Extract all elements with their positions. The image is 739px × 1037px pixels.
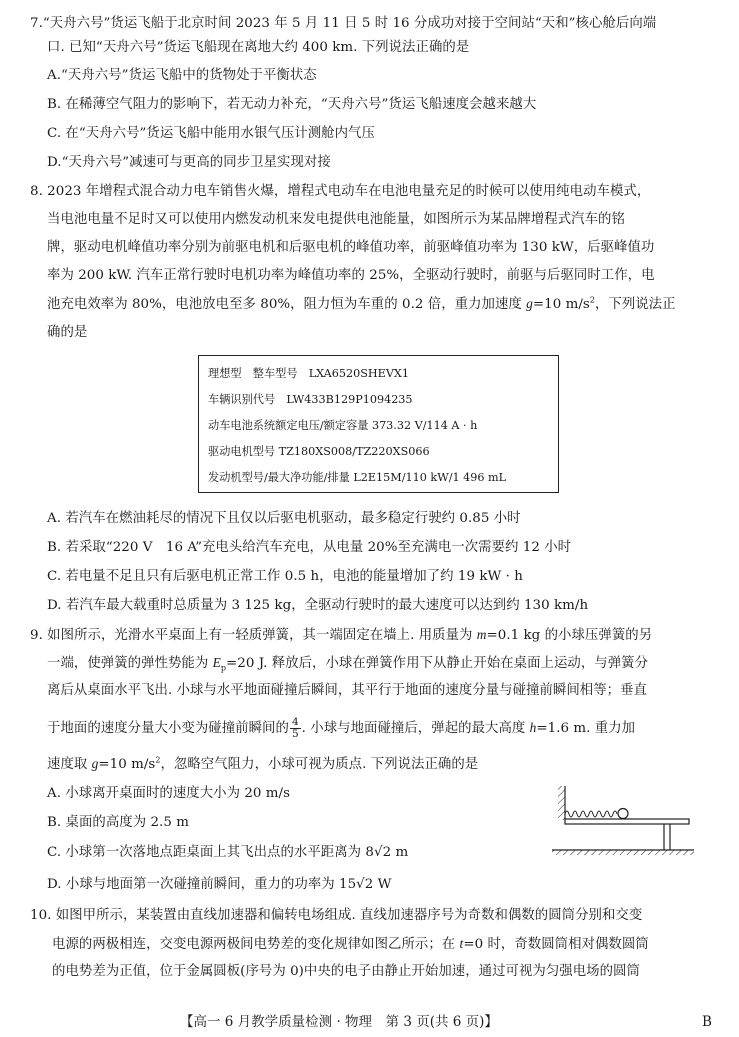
q8-stem-line-3: 牌，驱动电机峰值功率分别为前驱电机和后驱电机的峰值功率，前驱峰值功率为 130 kW，后驱峰值功 <box>47 240 655 255</box>
q9-option-b: B. 桌面的高度为 2.5 m <box>47 815 189 830</box>
version-mark: B <box>702 1014 712 1030</box>
q9-l1a: 9. 如图所示，光滑水平桌面上有一轻质弹簧，其一端固定在墙上. 用质量为 <box>30 628 477 643</box>
exponent: 2 <box>589 295 595 305</box>
q7-stem-line-2: 口. 已知“天舟六号”货运飞船现在离地大约 400 km. 下列说法正确的是 <box>47 40 470 55</box>
q9-option-a: A. 小球离开桌面时的速度大小为 20 m/s <box>47 786 291 801</box>
q7-option-a: A.“天舟六号”货运飞船中的货物处于平衡状态 <box>47 68 317 83</box>
symbol-m: m <box>476 627 487 642</box>
plate-line-4: 驱动电机型号 TZ180XS008/TZ220XS066 <box>208 445 430 458</box>
fraction-denominator: 5 <box>291 728 299 740</box>
q10-stem-line-1: 10. 如图甲所示，某装置由直线加速器和偏转电场组成. 直线加速器序号为奇数和偶数的圆筒分别和交变 <box>30 908 643 923</box>
q8-stem-line-1: 8. 2023 年增程式混合动力电车销售火爆，增程式电动车在电池电量充足的时候可以使用纯电动车模式， <box>30 184 651 199</box>
wall-hatch <box>558 786 565 820</box>
q8-option-d: D. 若汽车最大载重时总质量为 3 125 kg，全驱动行驶时的最大速度可以达到约 130 km/h <box>47 598 589 613</box>
fraction-4-5 <box>290 717 301 740</box>
q8-stem-line-4: 率为 200 kW. 汽车正常行驶时电机功率为峰值功率的 25%，全驱动行驶时，前驱与后驱同时工作，电 <box>47 268 655 283</box>
symbol-g: g <box>91 756 99 771</box>
subscript-p: p <box>220 663 226 673</box>
q10-l2a: 电源的两极相连，交变电源两极间电势差的变化规律如图乙所示；在 <box>52 937 460 952</box>
q9-option-d: D. 小球与地面第一次碰撞前瞬间，重力的功率为 15√2 W <box>47 877 392 892</box>
q9-l5a: 速度取 <box>47 757 92 772</box>
q8-option-b: B. 若采取“220 V 16 A”充电头给汽车充电，从电量 20%至充满电一次需要约 12 小时 <box>47 540 572 555</box>
q7-option-c: C. 在“天舟六号”货运飞船中能用水银气压计测舱内气压 <box>47 126 375 141</box>
q9-l2a: 一端，使弹簧的弹性势能为 <box>47 656 213 671</box>
q8-stem-5a: 池充电效率为 80%，电池放电至多 80%，阻力恒为车重的 0.2 倍，重力加速度 <box>47 297 527 312</box>
plate-line-1: 理想型 整车型号 LXA6520SHEVX1 <box>208 367 409 380</box>
q8-stem-line-2: 当电池电量不足时又可以使用内燃发动机来发电提供电池能量，如图所示为某品牌增程式汽车的铭 <box>47 212 625 227</box>
q9-l4a: 于地面的速度分量大小变为碰撞前瞬间的 <box>47 721 289 736</box>
q9-l1c: =0.1 kg 的小球压弹簧的另 <box>486 628 653 643</box>
q10-stem-line-3: 的电势差为正值，位于金属圆板(序号为 0)中央的电子由静止开始加速，通过可视为匀强电场的圆筒 <box>52 964 640 979</box>
q9-l5c: =10 m/s <box>98 757 156 772</box>
q10-l2c: =0 时，奇数圆筒相对偶数圆筒 <box>463 937 649 952</box>
symbol-t: t <box>459 936 464 951</box>
q9-stem-line-2 <box>47 654 648 673</box>
plate-line-5: 发动机型号/最大净功能/排量 L2E15M/110 kW/1 496 mL <box>208 471 507 484</box>
q8-stem-line-5 <box>47 295 676 314</box>
symbol-E: E <box>212 655 221 670</box>
ball <box>618 809 628 819</box>
ground-hatch <box>552 850 694 855</box>
q7-option-d: D.“天舟六号”减速可与更高的同步卫星实现对接 <box>47 155 331 170</box>
q9-option-c: C. 小球第一次落地点距桌面上其飞出点的水平距离为 8√2 m <box>47 845 409 860</box>
spring <box>565 811 617 817</box>
q9-l4d: =1.6 m. 重力加 <box>536 721 636 736</box>
q8-option-a: A. 若汽车在燃油耗尽的情况下且仅以后驱电机驱动，最多稳定行驶约 0.85 小时 <box>47 511 521 526</box>
q7-stem-line-1: 7.“天舟六号”货运飞船于北京时间 2023 年 5 月 11 日 5 时 16 分成功对接于空间站“天和”核心舱后向端 <box>30 16 657 31</box>
plate-line-3: 动车电池系统额定电压/额定容量 373.32 V/114 A · h <box>208 419 478 432</box>
q7-option-b: B. 在稀薄空气阻力的影响下，若无动力补充，“天舟六号”货运飞船速度会越来越大 <box>47 97 537 112</box>
q9-stem-line-3: 离后从桌面水平飞出. 小球与水平地面碰撞后瞬间，其平行于地面的速度分量与碰撞前瞬间相等；垂直 <box>47 683 647 698</box>
q9-l4b: . 小球与地面碰撞后，弹起的最大高度 <box>301 721 530 736</box>
q9-stem-line-4 <box>47 717 635 740</box>
q9-stem-line-5 <box>47 755 478 774</box>
q9-stem-line-1 <box>30 626 652 645</box>
q10-stem-line-2 <box>52 935 649 954</box>
page-footer: 【高一 6 月教学质量检测 · 物理 第 3 页(共 6 页)】 <box>180 1014 498 1030</box>
car-nameplate <box>198 355 559 493</box>
plate-line-2: 车辆识别代号 LW433B129P1094235 <box>208 393 413 406</box>
symbol-h: h <box>529 720 537 735</box>
table-top <box>565 819 689 824</box>
spring-table-figure <box>548 778 696 866</box>
q8-stem-line-6: 确的是 <box>47 325 88 340</box>
exponent: 2 <box>155 755 161 765</box>
q9-l5e: ，忽略空气阻力，小球可视为质点. 下列说法正确的是 <box>160 757 479 772</box>
fraction-numerator: 4 <box>291 716 299 728</box>
symbol-g: g <box>526 296 533 311</box>
q8-option-c: C. 若电量不足且只有后驱电机正常工作 0.5 h，电池的能量增加了约 19 kW · h <box>47 569 523 584</box>
q8-stem-5e: ，下列说法正 <box>594 297 676 312</box>
q8-stem-5c: =10 m/s <box>532 297 590 312</box>
q9-l2d: =20 J. 释放后，小球在弹簧作用下从静止开始在桌面上运动，与弹簧分 <box>226 656 649 671</box>
